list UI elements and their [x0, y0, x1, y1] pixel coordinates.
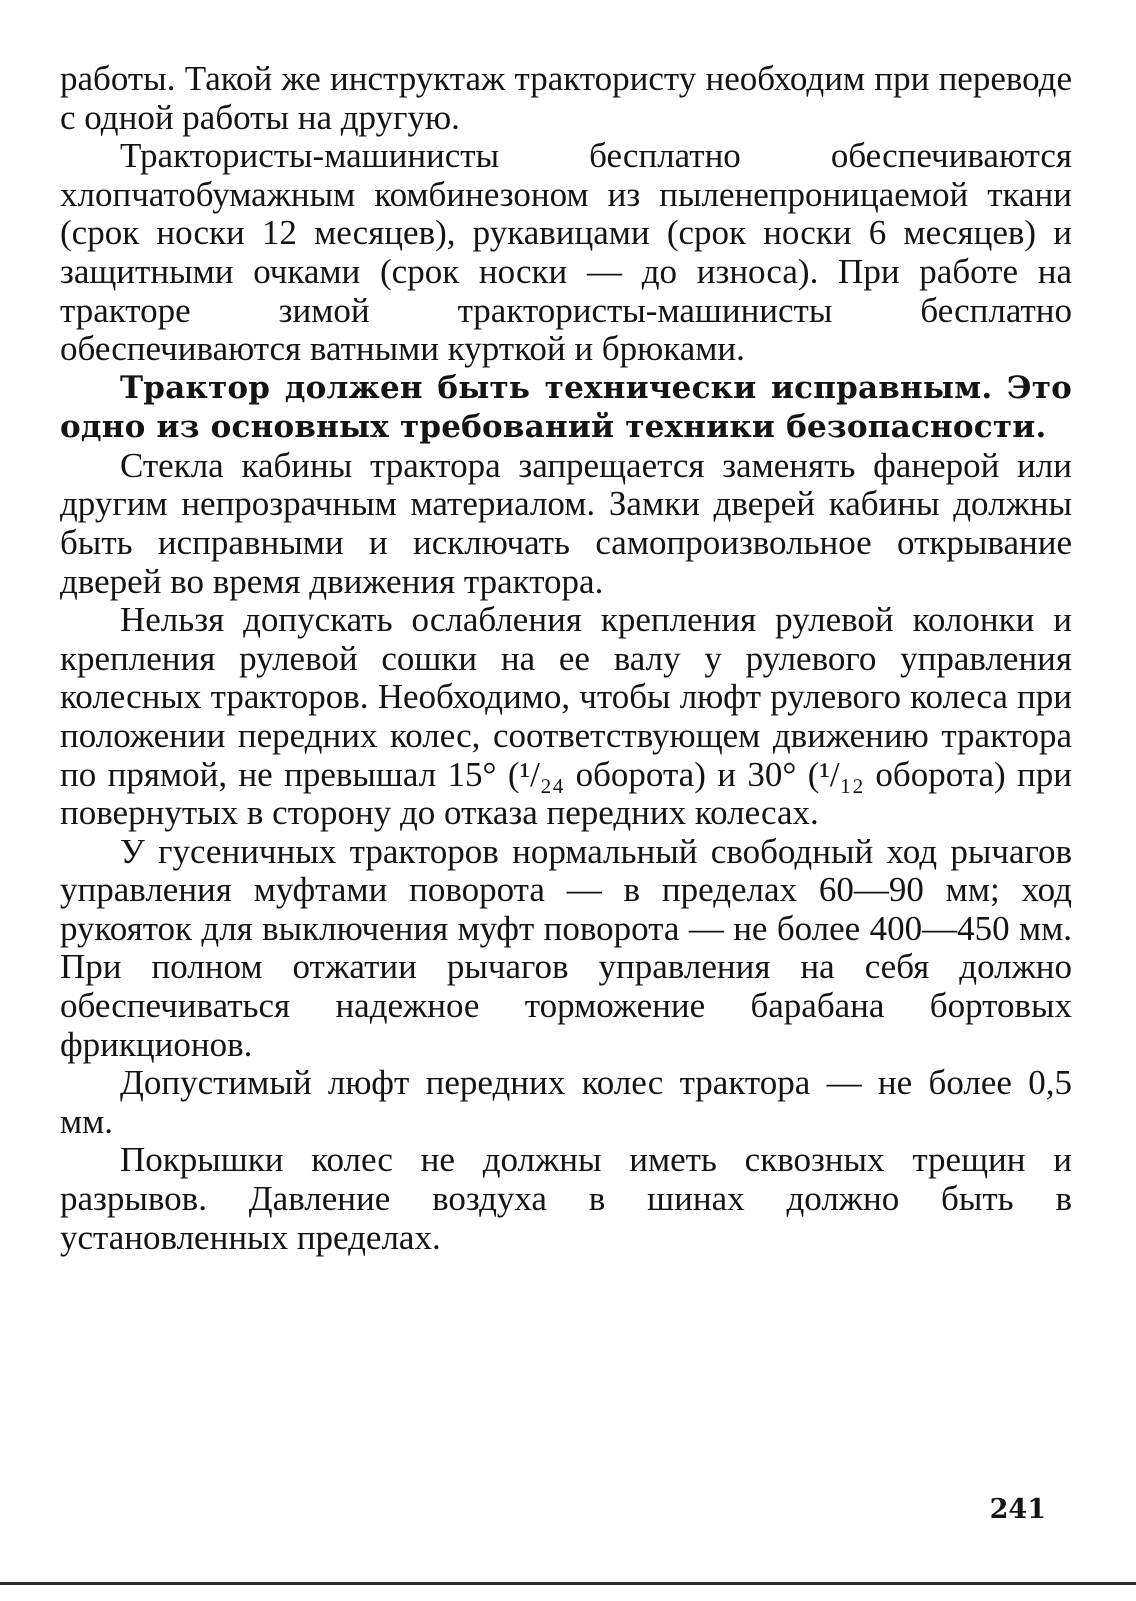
paragraph-wheel-play: Допустимый люфт передних колес трактора — не более 0,5 мм.	[60, 1063, 1072, 1141]
paragraph-cabin-glass: Стекла кабины трактора запрещается заменять фанерой или другим непрозрачным материалом. Замки дверей кабины должны быть исправными и исключать самопроизвольное открывание дверей во время движения трактора.	[60, 445, 1072, 601]
paragraph-continuation: работы. Такой же инструктаж трактористу необходим при переводе с одной работы на другую.	[60, 59, 1072, 137]
paragraph-tracked-levers: У гусеничных тракторов нормальный свободный ход рычагов управления муфтами поворота — в пределах 60—90 мм; ход рукояток для выключения муфт поворота — не более 400—450 мм. При полном отжатии рычагов управления на себя должно обеспечиваться надежное торможение барабана бортовых фрикционов.	[60, 831, 1072, 1064]
page-number: 241	[989, 1494, 1046, 1525]
paragraph-steering: Нельзя допускать ослабления крепления рулевой колонки и крепления рулевой сошки на ее валу у рулевого управления колесных тракторов. Необходимо, чтобы люфт рулевого колеса при положении передних колес, соответствующем движению трактора по прямой, не превышал 15° (¹/₂₄ оборота) и 30° (¹/₁₂ оборота) при повернутых в сторону до отказа передних колесах.	[60, 600, 1072, 833]
paragraph-safety-requirement: Трактор должен быть технически исправным. Это одно из основных требований техники безопасности.	[60, 369, 1072, 445]
paragraph-tires: Покрышки колес не должны иметь сквозных трещин и разрывов. Давление воздуха в шинах должно быть в установленных пределах.	[60, 1140, 1072, 1257]
bottom-divider	[0, 1582, 1136, 1585]
page-body	[60, 60, 1072, 1257]
paragraph-protective-clothing: Трактористы-машинисты бесплатно обеспечиваются хлопчатобумажным комбинезоном из пыленепроницаемой ткани (срок носки 12 месяцев), рукавицами (срок носки 6 месяцев) и защитными очками (срок носки — до износа). При работе на тракторе зимой трактористы-машинисты бесплатно обеспечиваются ватными курткой и брюками.	[60, 136, 1072, 369]
